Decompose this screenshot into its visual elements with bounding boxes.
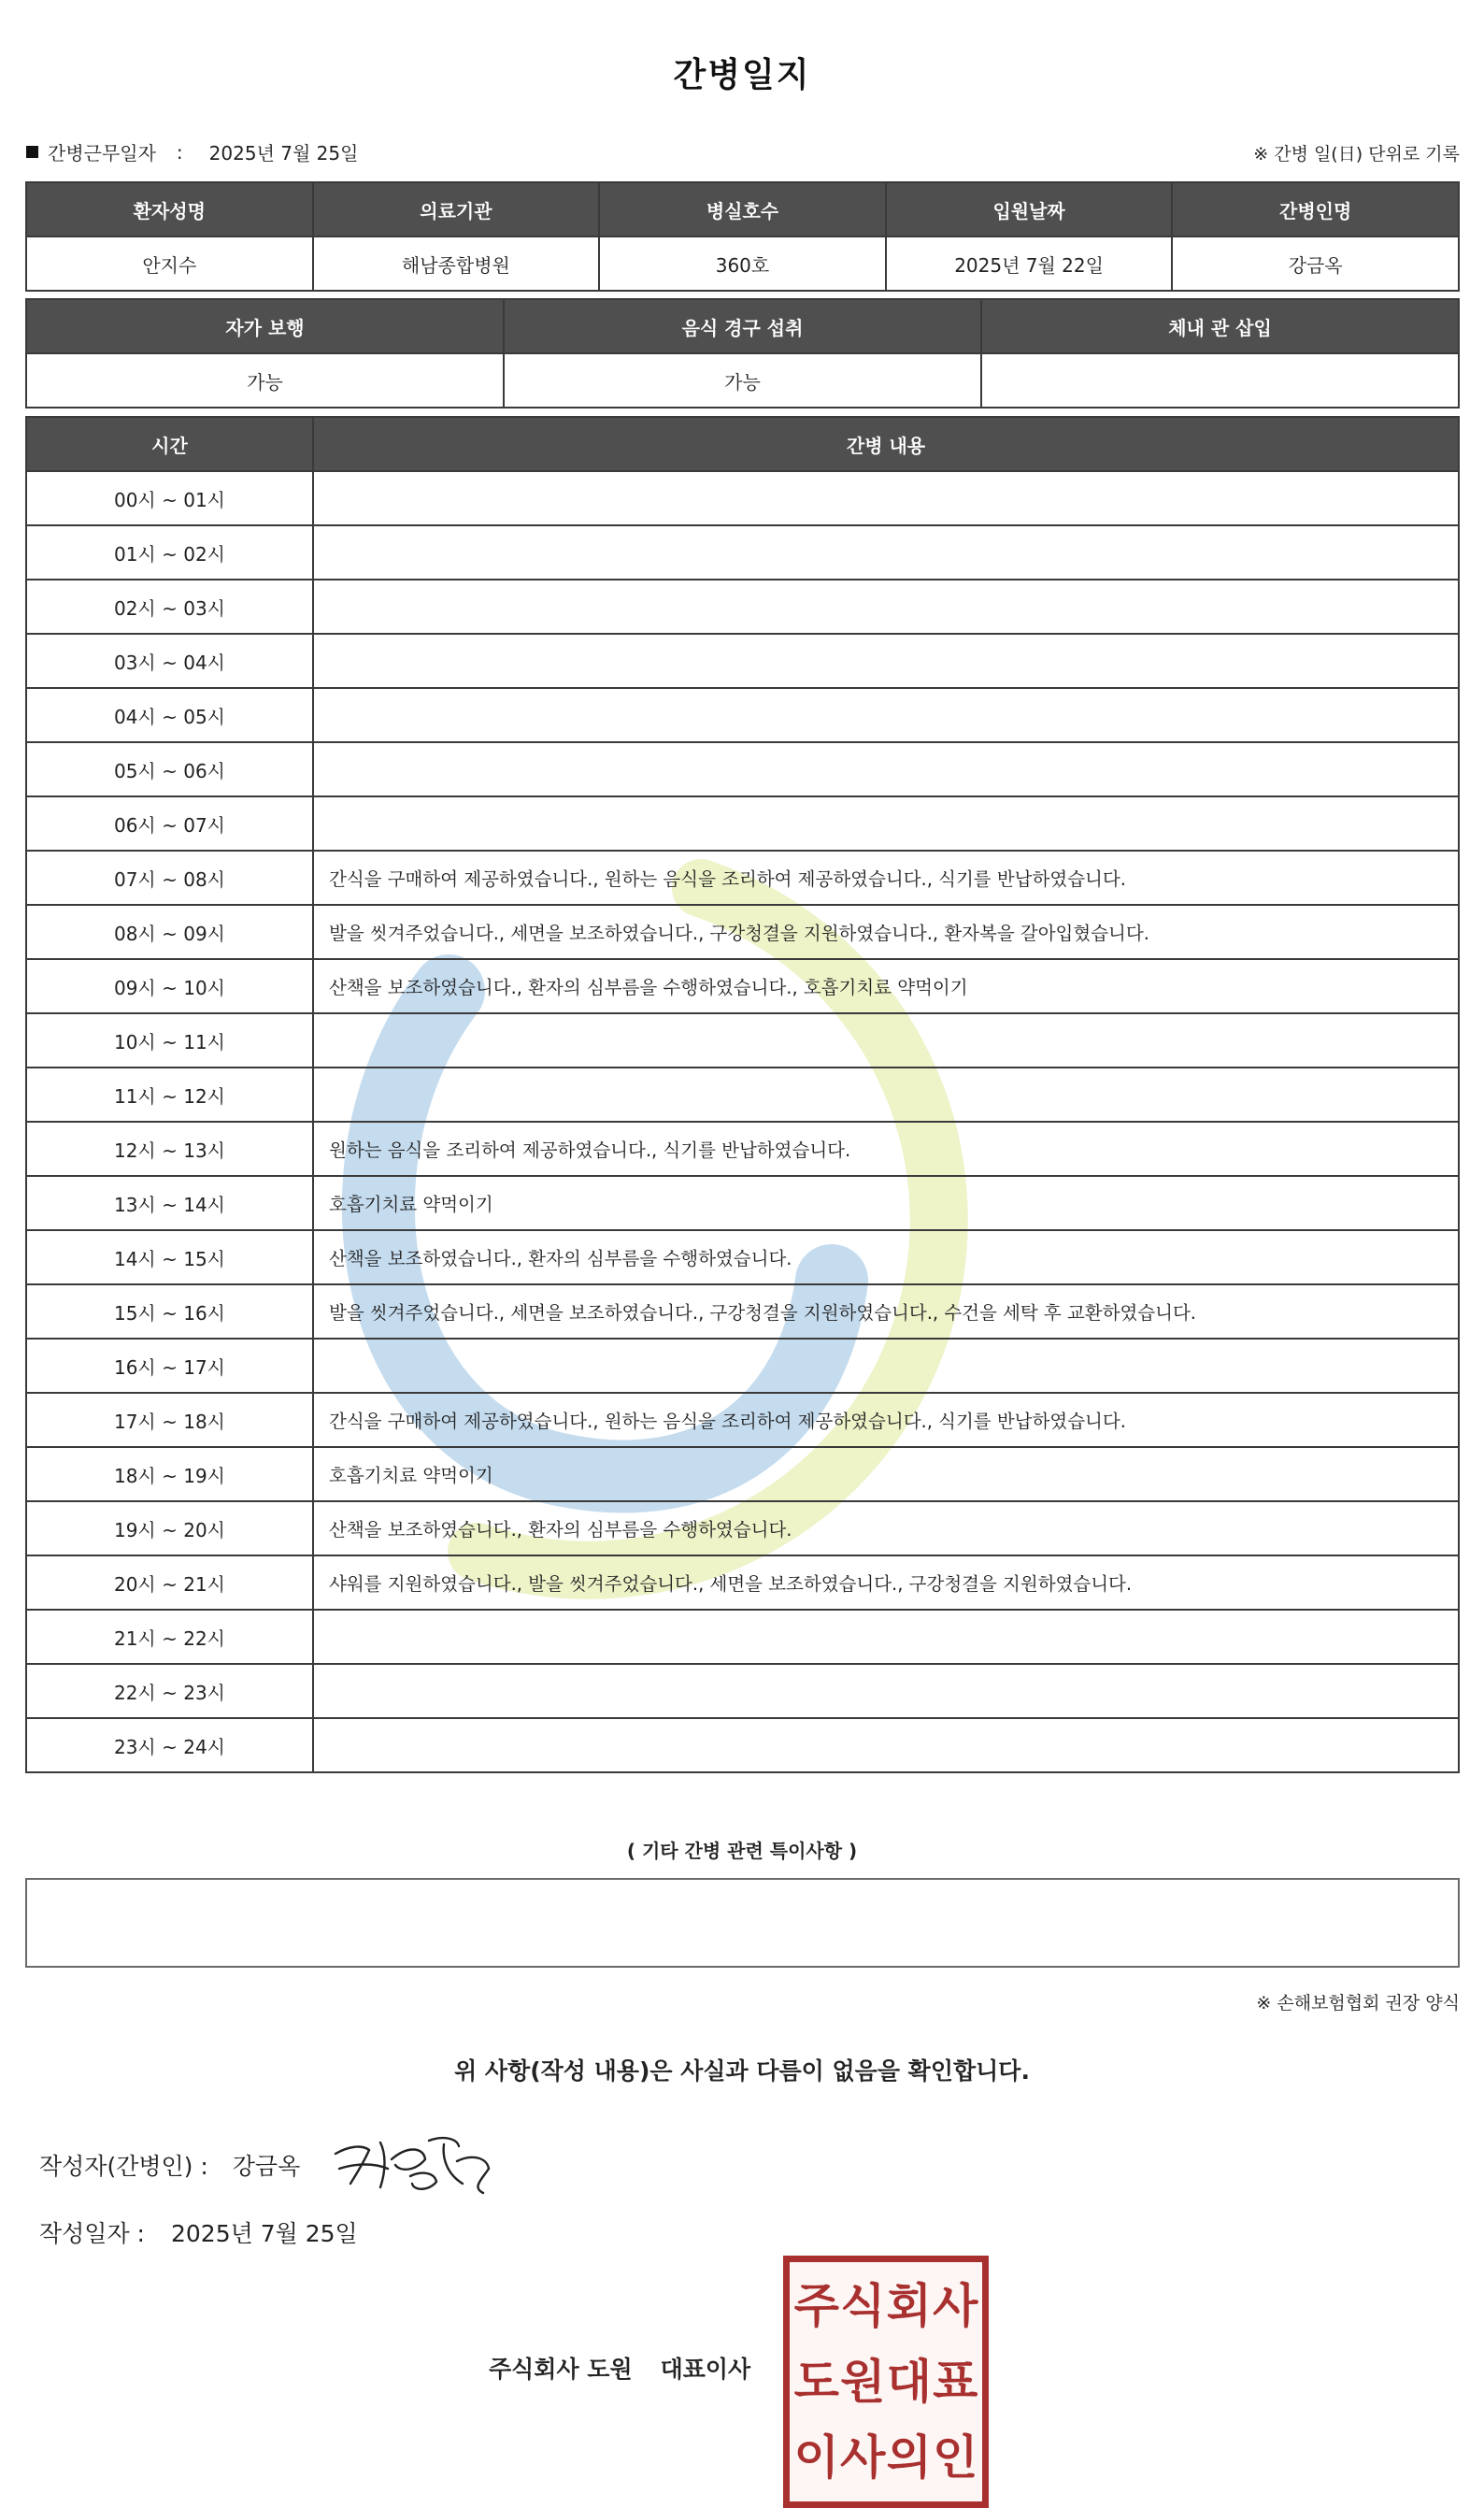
table-row — [26, 959, 1459, 1013]
time-cell: 11시 ~ 12시 — [26, 1068, 313, 1122]
time-cell: 13시 ~ 14시 — [26, 1176, 313, 1230]
time-cell: 20시 ~ 21시 — [26, 1555, 313, 1610]
time-cell: 05시 ~ 06시 — [26, 742, 313, 796]
table-row — [26, 471, 1459, 525]
write-date-value: 2025년 7월 25일 — [170, 2220, 358, 2247]
table-row — [26, 1284, 1459, 1339]
table-row — [26, 688, 1459, 742]
patient-info-table — [25, 181, 1460, 292]
content-cell: 샤워를 지원하였습니다., 발을 씻겨주었습니다., 세면을 보조하였습니다., 구강청결을 지원하였습니다. — [313, 1555, 1459, 1610]
caregiver-name: 강금옥 — [1172, 236, 1459, 291]
writer-label: 작성자(간병인) : — [39, 2153, 208, 2180]
content-cell — [313, 796, 1459, 851]
time-cell: 23시 ~ 24시 — [26, 1718, 313, 1772]
content-cell — [313, 471, 1459, 525]
content-cell — [313, 1013, 1459, 1068]
header-self-walking: 자가 보행 — [26, 299, 504, 353]
content-cell — [313, 1068, 1459, 1122]
content-cell: 발을 씻겨주었습니다., 세면을 보조하였습니다., 구강청결을 지원하였습니다., 환자복을 갈아입혔습니다. — [313, 905, 1459, 959]
seal-char: 도 — [793, 2353, 839, 2409]
hospital-name: 해남종합병원 — [313, 236, 600, 291]
time-cell: 17시 ~ 18시 — [26, 1393, 313, 1447]
seal-char: 인 — [933, 2429, 978, 2486]
time-cell: 03시 ~ 04시 — [26, 634, 313, 688]
write-date-line — [39, 2215, 358, 2249]
table-row — [26, 742, 1459, 796]
time-cell: 02시 ~ 03시 — [26, 580, 313, 634]
time-cell: 00시 ~ 01시 — [26, 471, 313, 525]
content-cell: 원하는 음식을 조리하여 제공하였습니다., 식기를 반납하였습니다. — [313, 1122, 1459, 1176]
content-cell — [313, 1610, 1459, 1664]
header-patient-name: 환자성명 — [26, 182, 313, 236]
time-cell: 07시 ~ 08시 — [26, 851, 313, 905]
representative-title: 대표이사 — [660, 2356, 751, 2383]
content-cell — [313, 1718, 1459, 1772]
time-cell: 22시 ~ 23시 — [26, 1664, 313, 1718]
company-name: 주식회사 도원 — [489, 2356, 633, 2383]
self-walking-value: 가능 — [26, 353, 504, 408]
table-row — [26, 1013, 1459, 1068]
time-cell: 06시 ~ 07시 — [26, 796, 313, 851]
time-cell: 14시 ~ 15시 — [26, 1230, 313, 1284]
time-cell: 04시 ~ 05시 — [26, 688, 313, 742]
table-row — [26, 1230, 1459, 1284]
work-date-colon: : — [176, 140, 183, 164]
table-row — [26, 1393, 1459, 1447]
header-hospital: 의료기관 — [313, 182, 600, 236]
page-title: 간병일지 — [673, 56, 811, 94]
work-date-line — [26, 138, 358, 165]
seal-char: 표 — [933, 2353, 978, 2409]
time-cell: 12시 ~ 13시 — [26, 1122, 313, 1176]
table-row — [26, 1718, 1459, 1772]
company-signature-line — [489, 2351, 750, 2385]
care-log-table — [25, 416, 1460, 1773]
time-cell: 16시 ~ 17시 — [26, 1339, 313, 1393]
time-cell: 09시 ~ 10시 — [26, 959, 313, 1013]
table-row — [26, 1664, 1459, 1718]
table-row — [26, 796, 1459, 851]
table-row — [26, 634, 1459, 688]
table-row — [26, 1447, 1459, 1501]
time-cell: 21시 ~ 22시 — [26, 1610, 313, 1664]
content-cell: 간식을 구매하여 제공하였습니다., 원하는 음식을 조리하여 제공하였습니다., 식기를 반납하였습니다. — [313, 1393, 1459, 1447]
content-cell — [313, 1664, 1459, 1718]
content-cell — [313, 1339, 1459, 1393]
time-cell: 08시 ~ 09시 — [26, 905, 313, 959]
content-cell: 산책을 보조하였습니다., 환자의 심부름을 수행하였습니다., 호흡기치료 약먹이기 — [313, 959, 1459, 1013]
content-cell — [313, 525, 1459, 580]
content-cell: 발을 씻겨주었습니다., 세면을 보조하였습니다., 구강청결을 지원하였습니다., 수건을 세탁 후 교환하였습니다. — [313, 1284, 1459, 1339]
care-status-table — [25, 298, 1460, 408]
care-status-header-row — [26, 299, 1459, 353]
content-cell — [313, 742, 1459, 796]
square-bullet-icon — [26, 146, 38, 158]
header-admission-date: 입원날짜 — [886, 182, 1173, 236]
content-cell: 간식을 구매하여 제공하였습니다., 원하는 음식을 조리하여 제공하였습니다., 식기를 반납하였습니다. — [313, 851, 1459, 905]
work-date-label: 간병근무일자 — [48, 142, 156, 165]
company-seal-stamp — [783, 2256, 989, 2508]
confirmation-statement: 위 사항(작성 내용)은 사실과 다름이 없음을 확인합니다. — [454, 2057, 1030, 2085]
table-row — [26, 1555, 1459, 1610]
seal-char: 사 — [933, 2277, 978, 2333]
table-row — [26, 1610, 1459, 1664]
time-cell: 01시 ~ 02시 — [26, 525, 313, 580]
header-caregiver-name: 간병인명 — [1172, 182, 1459, 236]
table-row — [26, 1068, 1459, 1122]
write-date-label: 작성일자 : — [39, 2220, 145, 2247]
care-log-header-row — [26, 417, 1459, 471]
seal-char: 의 — [886, 2429, 932, 2486]
work-date-value: 2025년 7월 25일 — [208, 142, 359, 165]
header-time: 시간 — [26, 417, 313, 471]
content-cell: 산책을 보조하였습니다., 환자의 심부름을 수행하였습니다. — [313, 1230, 1459, 1284]
table-row — [26, 1122, 1459, 1176]
content-cell — [313, 688, 1459, 742]
admission-date: 2025년 7월 22일 — [886, 236, 1173, 291]
form-source-note: ※ 손해보험협회 권장 양식 — [1256, 1993, 1460, 2014]
header-oral-intake: 음식 경구 섭취 — [504, 299, 981, 353]
content-cell: 호흡기치료 약먹이기 — [313, 1447, 1459, 1501]
table-row — [26, 1176, 1459, 1230]
patient-name: 안지수 — [26, 236, 313, 291]
writer-line — [39, 2148, 300, 2182]
header-tube-insertion: 체내 관 삽입 — [981, 299, 1459, 353]
seal-char: 식 — [840, 2277, 886, 2333]
special-notes-box — [25, 1878, 1460, 1968]
time-cell: 19시 ~ 20시 — [26, 1501, 313, 1555]
patient-info-value-row — [26, 236, 1459, 291]
table-row — [26, 905, 1459, 959]
time-cell: 18시 ~ 19시 — [26, 1447, 313, 1501]
table-row — [26, 525, 1459, 580]
time-cell: 15시 ~ 16시 — [26, 1284, 313, 1339]
patient-info-header-row — [26, 182, 1459, 236]
room-number: 360호 — [599, 236, 886, 291]
content-cell — [313, 580, 1459, 634]
time-cell: 10시 ~ 11시 — [26, 1013, 313, 1068]
special-notes-title: ( 기타 간병 관련 특이사항 ) — [626, 1840, 858, 1862]
content-cell: 산책을 보조하였습니다., 환자의 심부름을 수행하였습니다. — [313, 1501, 1459, 1555]
table-row — [26, 580, 1459, 634]
unit-note: ※ 간병 일(日) 단위로 기록 — [1253, 144, 1460, 165]
header-care-content: 간병 내용 — [313, 417, 1459, 471]
seal-char: 사 — [840, 2429, 886, 2486]
writer-name: 강금옥 — [232, 2153, 301, 2180]
seal-char: 이 — [793, 2429, 839, 2486]
seal-char: 대 — [886, 2353, 932, 2409]
tube-insertion-value — [981, 353, 1459, 408]
content-cell — [313, 634, 1459, 688]
seal-char: 원 — [840, 2353, 886, 2409]
header-room-number: 병실호수 — [599, 182, 886, 236]
content-cell: 호흡기치료 약먹이기 — [313, 1176, 1459, 1230]
table-row — [26, 851, 1459, 905]
table-row — [26, 1501, 1459, 1555]
oral-intake-value: 가능 — [504, 353, 981, 408]
seal-char: 주 — [793, 2277, 839, 2333]
care-status-value-row — [26, 353, 1459, 408]
table-row — [26, 1339, 1459, 1393]
handwritten-signature — [332, 2122, 500, 2197]
seal-char: 회 — [886, 2277, 932, 2333]
